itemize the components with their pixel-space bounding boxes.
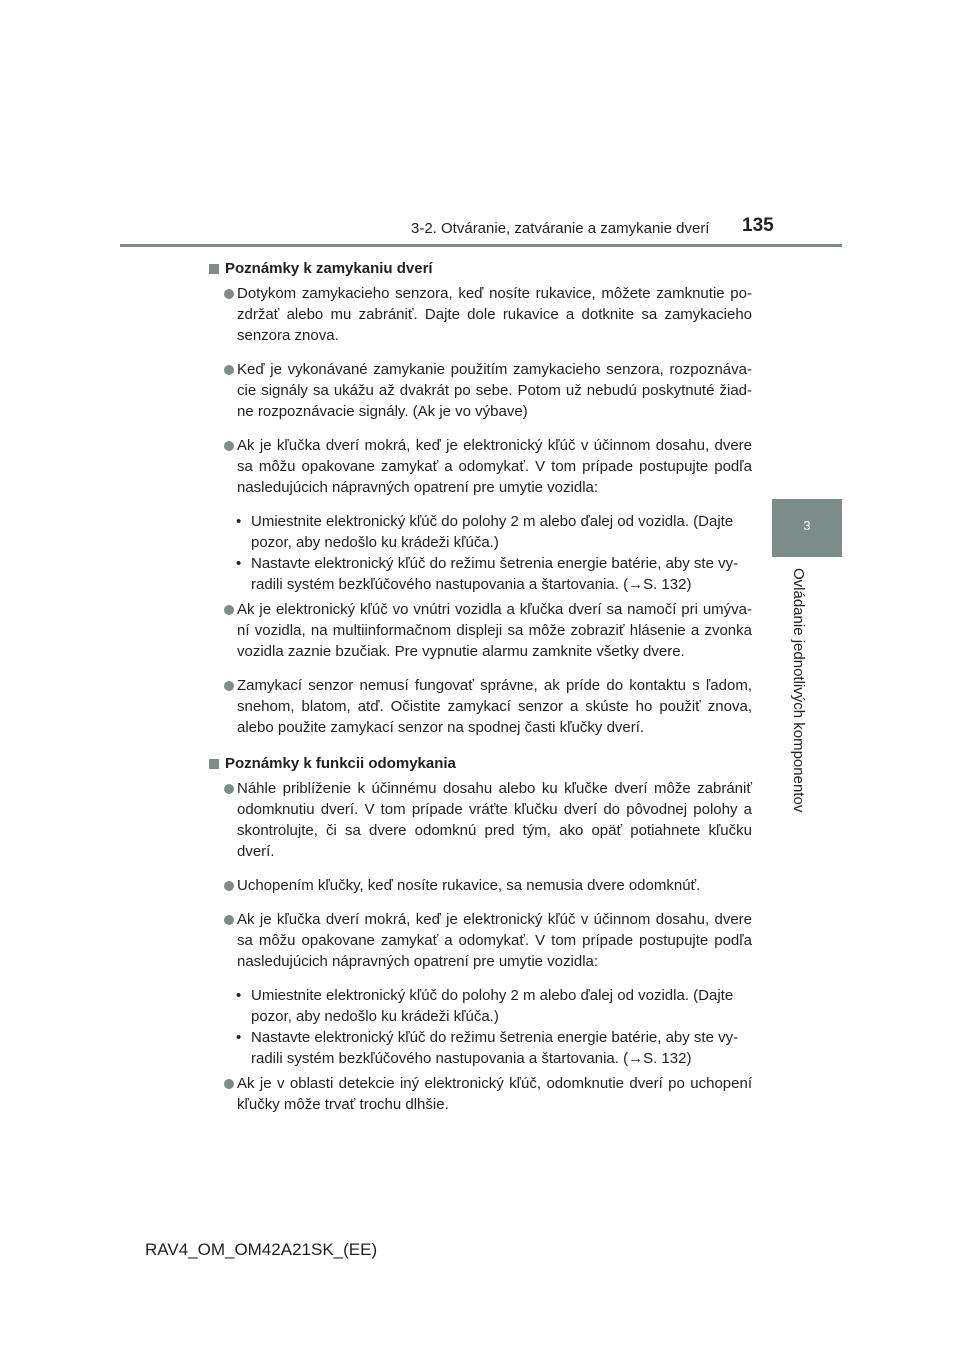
section-heading-text: Poznámky k zamykaniu dverí: [225, 260, 433, 277]
bullet-text: Zamykací senzor nemusí fungovať správne, ak príde do kontaktu s ľadom, snehom, blatom, atď. Očistite zamykací senzor a skúste ho použiť znova, alebo použite zamykací senzor na spodnej časti kľučky dverí.: [237, 677, 752, 736]
bullet-item: [208, 359, 752, 422]
circle-bullet-icon: [224, 881, 234, 891]
bullet-item: [208, 675, 752, 738]
sub-list-text: Umiestnite elektronický kľúč do polohy 2 m alebo ďalej od vozidla. (Dajte pozor, aby nedošlo ku krádeži kľúča.): [251, 987, 734, 1025]
circle-bullet-icon: [224, 289, 234, 299]
document-code: RAV4_OM_OM42A21SK_(EE): [145, 1240, 378, 1259]
chapter-tab-number: 3: [803, 518, 811, 533]
section-heading-text: Poznámky k funkcii odomykania: [225, 755, 456, 772]
bullet-text: Dotykom zamykacieho senzora, keď nosíte rukavice, môžete zamknutie po-zdržať alebo mu zabrániť. Dajte dole rukavice a dotknite sa zamykacieho senzora znova.: [237, 285, 752, 344]
bullet-text: Ak je v oblasti detekcie iný elektronický kľúč, odomknutie dverí po uchopení kľučky môže trvať trochu dlhšie.: [237, 1075, 752, 1113]
sub-list-text: Umiestnite elektronický kľúč do polohy 2 m alebo ďalej od vozidla. (Dajte pozor, aby nedošlo ku krádeži kľúča.): [251, 513, 734, 551]
bullet-item: [208, 283, 752, 346]
bullet-item: [208, 1073, 752, 1115]
square-bullet-icon: [209, 264, 219, 274]
sub-list-text: Nastavte elektronický kľúč do režimu šetrenia energie batérie, aby ste vy-radili systém bezkľúčového nastupovania a štartovania. (→S. 132): [251, 1029, 739, 1067]
bullet-item: [208, 875, 752, 896]
section-heading: [208, 258, 752, 279]
small-bullet-icon: •: [236, 513, 242, 530]
circle-bullet-icon: [224, 605, 234, 615]
section-heading: [208, 753, 752, 774]
circle-bullet-icon: [224, 784, 234, 794]
chapter-tab: [772, 499, 842, 557]
bullet-item: [208, 435, 752, 498]
sub-list-item: [208, 1027, 752, 1069]
sub-list-item: [208, 511, 752, 553]
circle-bullet-icon: [224, 915, 234, 925]
header-rule: [120, 244, 842, 247]
bullet-item: [208, 778, 752, 862]
bullet-text: Keď je vykonávané zamykanie použitím zamykacieho senzora, rozpoznáva-cie signály sa ukážu až dvakrát po sebe. Potom už nebudú poskytnuté žiad-ne rozpoznávacie signály. (Ak je vo výbave): [237, 361, 752, 420]
running-header: 3-2. Otváranie, zatváranie a zamykanie dverí: [411, 220, 710, 237]
small-bullet-icon: •: [236, 1029, 242, 1046]
sub-list-item: [208, 985, 752, 1027]
bullet-text: Ak je kľučka dverí mokrá, keď je elektronický kľúč v účinnom dosahu, dvere sa môžu opakovane zamykať a odomykať. V tom prípade postupujte podľa nasledujúcich nápravných opatrení pre umytie vozidla:: [237, 911, 752, 970]
bullet-text: Ak je elektronický kľúč vo vnútri vozidla a kľučka dverí sa namočí pri umýva-ní vozidla, na multiinformačnom displeji sa môže zobraziť hlásenie a zvonka vozidla zaznie bzučiak. Pre vypnutie alarmu zamknite všetky dvere.: [237, 601, 752, 660]
sub-list-item: [208, 553, 752, 595]
bullet-text: Náhle priblíženie k účinnému dosahu alebo ku kľučke dverí môže zabrániť odomknutiu dverí. V tom prípade vráťte kľučku dverí do pôvodnej polohy a skontrolujte, či sa dvere odomknú pred tým, ako opäť potiahnete kľučku dverí.: [237, 780, 752, 860]
circle-bullet-icon: [224, 441, 234, 451]
square-bullet-icon: [209, 759, 219, 769]
small-bullet-icon: •: [236, 555, 242, 572]
page-content: [208, 258, 752, 1128]
circle-bullet-icon: [224, 1079, 234, 1089]
sub-list-text: Nastavte elektronický kľúč do režimu šetrenia energie batérie, aby ste vy-radili systém bezkľúčového nastupovania a štartovania. (→S. 132): [251, 555, 739, 593]
page-number: 135: [742, 215, 774, 236]
small-bullet-icon: •: [236, 987, 242, 1004]
circle-bullet-icon: [224, 681, 234, 691]
chapter-tab-label: Ovládanie jednotlivých komponentov: [790, 568, 807, 813]
bullet-text: Uchopením kľučky, keď nosíte rukavice, sa nemusia dvere odomknúť.: [237, 877, 701, 894]
circle-bullet-icon: [224, 365, 234, 375]
bullet-item: [208, 599, 752, 662]
bullet-text: Ak je kľučka dverí mokrá, keď je elektronický kľúč v účinnom dosahu, dvere sa môžu opakovane zamykať a odomykať. V tom prípade postupujte podľa nasledujúcich nápravných opatrení pre umytie vozidla:: [237, 437, 752, 496]
bullet-item: [208, 909, 752, 972]
